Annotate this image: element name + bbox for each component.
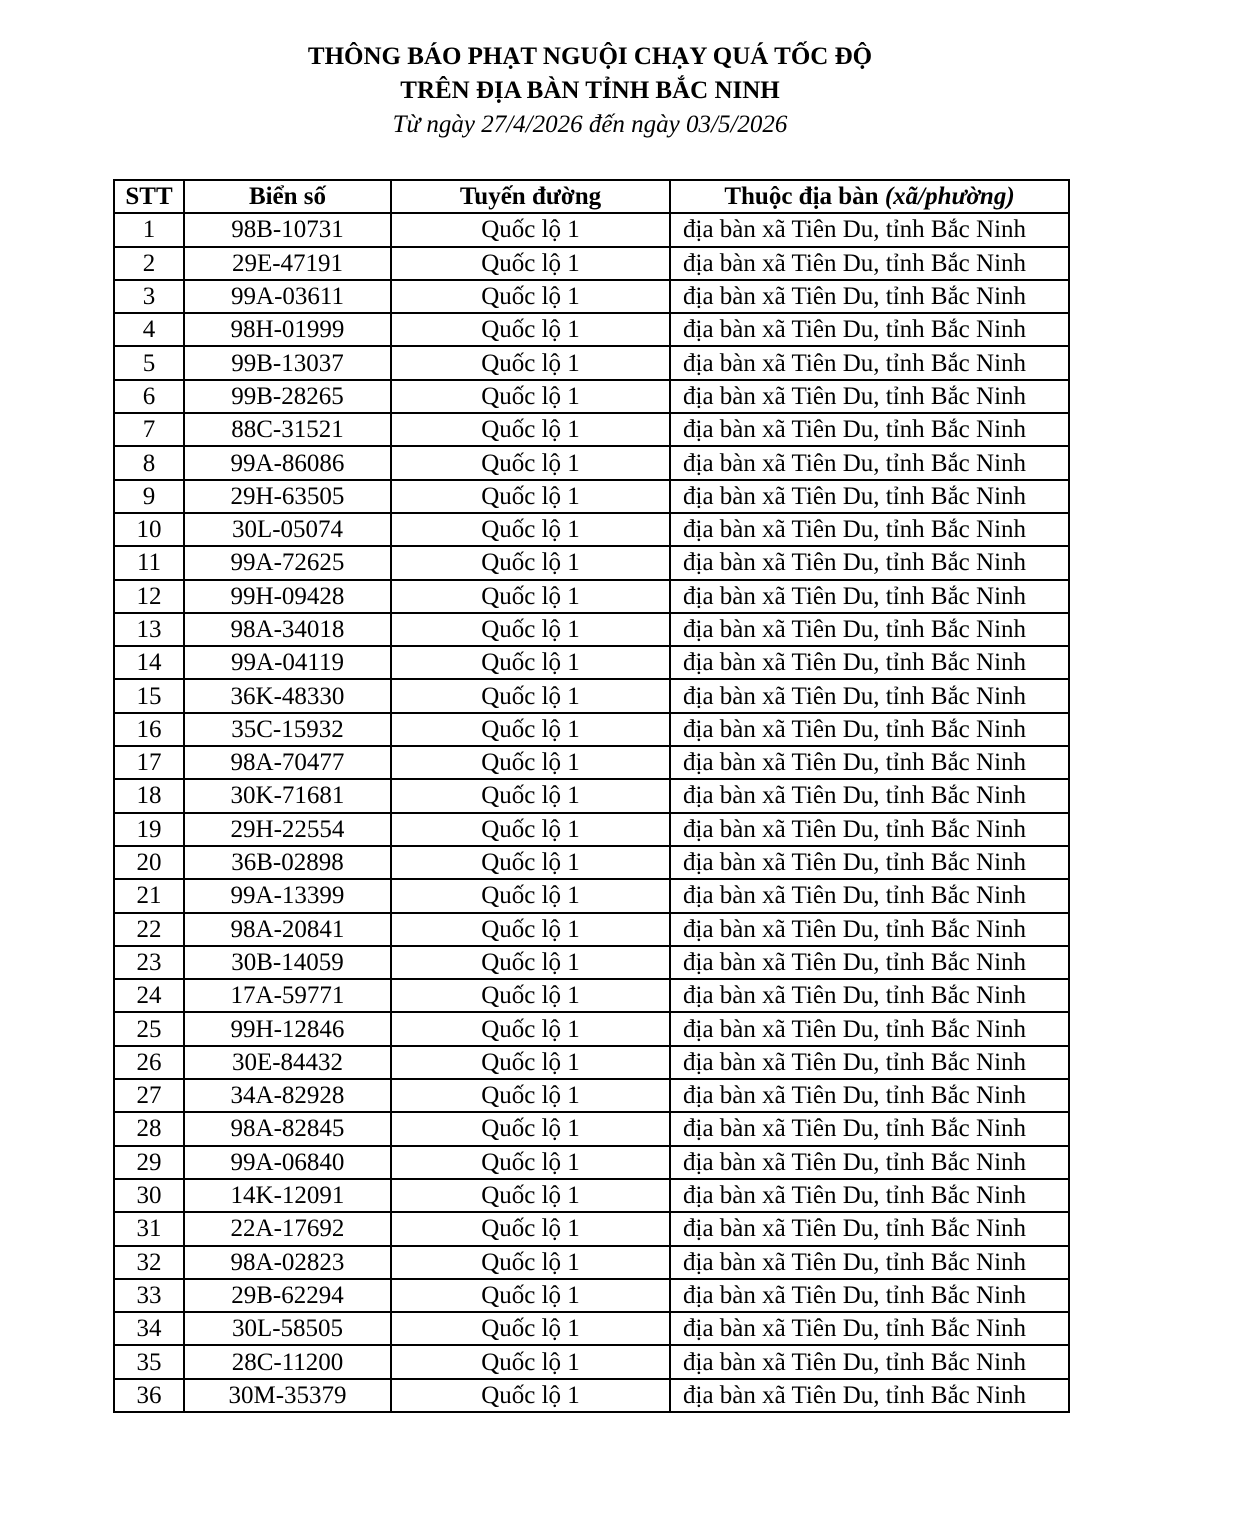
table-row (114, 679, 1069, 712)
cell-plate: 99A-06840 (184, 1146, 391, 1179)
cell-plate: 98A-20841 (184, 913, 391, 946)
document-header (0, 40, 1180, 142)
table-row (114, 1312, 1069, 1345)
cell-area: địa bàn xã Tiên Du, tỉnh Bắc Ninh (670, 1179, 1069, 1212)
cell-area: địa bàn xã Tiên Du, tỉnh Bắc Ninh (670, 1146, 1069, 1179)
table-row (114, 746, 1069, 779)
cell-area: địa bàn xã Tiên Du, tỉnh Bắc Ninh (670, 946, 1069, 979)
cell-road: Quốc lộ 1 (391, 1246, 670, 1279)
cell-stt: 18 (114, 779, 184, 812)
cell-stt: 9 (114, 480, 184, 513)
cell-plate: 36B-02898 (184, 846, 391, 879)
table-row (114, 1079, 1069, 1112)
cell-plate: 99B-28265 (184, 380, 391, 413)
cell-stt: 28 (114, 1112, 184, 1145)
cell-road: Quốc lộ 1 (391, 1146, 670, 1179)
cell-plate: 99B-13037 (184, 346, 391, 379)
cell-plate: 28C-11200 (184, 1345, 391, 1378)
cell-plate: 99A-13399 (184, 879, 391, 912)
table-row (114, 713, 1069, 746)
header-road: Tuyến đường (391, 180, 670, 213)
cell-road: Quốc lộ 1 (391, 413, 670, 446)
cell-road: Quốc lộ 1 (391, 446, 670, 479)
table-row (114, 1379, 1069, 1412)
cell-plate: 98A-82845 (184, 1112, 391, 1145)
cell-stt: 1 (114, 213, 184, 246)
cell-plate: 22A-17692 (184, 1212, 391, 1245)
cell-plate: 30L-05074 (184, 513, 391, 546)
cell-area: địa bàn xã Tiên Du, tỉnh Bắc Ninh (670, 846, 1069, 879)
cell-road: Quốc lộ 1 (391, 846, 670, 879)
cell-road: Quốc lộ 1 (391, 679, 670, 712)
table-row (114, 813, 1069, 846)
table-row (114, 346, 1069, 379)
table-row (114, 247, 1069, 280)
table-row (114, 413, 1069, 446)
cell-plate: 98A-70477 (184, 746, 391, 779)
cell-road: Quốc lộ 1 (391, 1212, 670, 1245)
cell-stt: 13 (114, 613, 184, 646)
cell-stt: 22 (114, 913, 184, 946)
table-row (114, 1212, 1069, 1245)
table-row (114, 313, 1069, 346)
cell-area: địa bàn xã Tiên Du, tỉnh Bắc Ninh (670, 613, 1069, 646)
cell-plate: 17A-59771 (184, 979, 391, 1012)
cell-stt: 24 (114, 979, 184, 1012)
cell-area: địa bàn xã Tiên Du, tỉnh Bắc Ninh (670, 813, 1069, 846)
cell-area: địa bàn xã Tiên Du, tỉnh Bắc Ninh (670, 346, 1069, 379)
cell-plate: 29B-62294 (184, 1279, 391, 1312)
cell-stt: 6 (114, 380, 184, 413)
cell-plate: 99A-72625 (184, 546, 391, 579)
cell-plate: 99A-04119 (184, 646, 391, 679)
cell-area: địa bàn xã Tiên Du, tỉnh Bắc Ninh (670, 913, 1069, 946)
cell-stt: 17 (114, 746, 184, 779)
cell-stt: 23 (114, 946, 184, 979)
table-row (114, 613, 1069, 646)
cell-area: địa bàn xã Tiên Du, tỉnh Bắc Ninh (670, 779, 1069, 812)
cell-plate: 88C-31521 (184, 413, 391, 446)
header-plate: Biển số (184, 180, 391, 213)
cell-road: Quốc lộ 1 (391, 313, 670, 346)
cell-stt: 35 (114, 1345, 184, 1378)
table-body (114, 213, 1069, 1412)
header-area (670, 180, 1069, 213)
cell-stt: 29 (114, 1146, 184, 1179)
cell-area: địa bàn xã Tiên Du, tỉnh Bắc Ninh (670, 380, 1069, 413)
cell-area: địa bàn xã Tiên Du, tỉnh Bắc Ninh (670, 879, 1069, 912)
cell-stt: 11 (114, 546, 184, 579)
cell-plate: 30M-35379 (184, 1379, 391, 1412)
cell-plate: 98A-02823 (184, 1246, 391, 1279)
table-row (114, 646, 1069, 679)
cell-area: địa bàn xã Tiên Du, tỉnh Bắc Ninh (670, 1112, 1069, 1145)
cell-area: địa bàn xã Tiên Du, tỉnh Bắc Ninh (670, 979, 1069, 1012)
cell-plate: 98H-01999 (184, 313, 391, 346)
cell-road: Quốc lộ 1 (391, 280, 670, 313)
title-line-2: TRÊN ĐỊA BÀN TỈNH BẮC NINH (400, 77, 780, 104)
cell-road: Quốc lộ 1 (391, 580, 670, 613)
table-row (114, 380, 1069, 413)
cell-plate: 98A-34018 (184, 613, 391, 646)
cell-road: Quốc lộ 1 (391, 346, 670, 379)
cell-stt: 12 (114, 580, 184, 613)
cell-plate: 36K-48330 (184, 679, 391, 712)
cell-area: địa bàn xã Tiên Du, tỉnh Bắc Ninh (670, 1279, 1069, 1312)
cell-area: địa bàn xã Tiên Du, tỉnh Bắc Ninh (670, 247, 1069, 280)
cell-road: Quốc lộ 1 (391, 1112, 670, 1145)
table-row (114, 1112, 1069, 1145)
header-area-label: Thuộc địa bàn (724, 183, 885, 211)
cell-area: địa bàn xã Tiên Du, tỉnh Bắc Ninh (670, 413, 1069, 446)
cell-area: địa bàn xã Tiên Du, tỉnh Bắc Ninh (670, 1012, 1069, 1045)
table-row (114, 280, 1069, 313)
table-row (114, 580, 1069, 613)
cell-road: Quốc lộ 1 (391, 613, 670, 646)
cell-stt: 36 (114, 1379, 184, 1412)
cell-stt: 4 (114, 313, 184, 346)
table-row (114, 213, 1069, 246)
header-area-italic: (xã/phường) (884, 183, 1015, 211)
cell-area: địa bàn xã Tiên Du, tỉnh Bắc Ninh (670, 713, 1069, 746)
cell-stt: 16 (114, 713, 184, 746)
table-row (114, 1012, 1069, 1045)
cell-plate: 34A-82928 (184, 1079, 391, 1112)
cell-plate: 98B-10731 (184, 213, 391, 246)
cell-road: Quốc lộ 1 (391, 480, 670, 513)
table-row (114, 1179, 1069, 1212)
cell-road: Quốc lộ 1 (391, 1179, 670, 1212)
cell-area: địa bàn xã Tiên Du, tỉnh Bắc Ninh (670, 1345, 1069, 1378)
cell-road: Quốc lộ 1 (391, 746, 670, 779)
cell-area: địa bàn xã Tiên Du, tỉnh Bắc Ninh (670, 1312, 1069, 1345)
cell-plate: 30B-14059 (184, 946, 391, 979)
cell-road: Quốc lộ 1 (391, 713, 670, 746)
cell-area: địa bàn xã Tiên Du, tỉnh Bắc Ninh (670, 679, 1069, 712)
cell-stt: 19 (114, 813, 184, 846)
cell-road: Quốc lộ 1 (391, 247, 670, 280)
cell-area: địa bàn xã Tiên Du, tỉnh Bắc Ninh (670, 1212, 1069, 1245)
cell-area: địa bàn xã Tiên Du, tỉnh Bắc Ninh (670, 313, 1069, 346)
cell-plate: 30K-71681 (184, 779, 391, 812)
table-header-row (114, 180, 1069, 213)
table-row (114, 1146, 1069, 1179)
violations-table (113, 179, 1070, 1413)
cell-area: địa bàn xã Tiên Du, tỉnh Bắc Ninh (670, 480, 1069, 513)
cell-stt: 10 (114, 513, 184, 546)
cell-stt: 21 (114, 879, 184, 912)
table-row (114, 480, 1069, 513)
table-row (114, 513, 1069, 546)
table-row (114, 979, 1069, 1012)
table-row (114, 446, 1069, 479)
cell-area: địa bàn xã Tiên Du, tỉnh Bắc Ninh (670, 446, 1069, 479)
table-row (114, 1345, 1069, 1378)
cell-area: địa bàn xã Tiên Du, tỉnh Bắc Ninh (670, 580, 1069, 613)
table-row (114, 1046, 1069, 1079)
cell-road: Quốc lộ 1 (391, 1345, 670, 1378)
cell-road: Quốc lộ 1 (391, 1046, 670, 1079)
cell-area: địa bàn xã Tiên Du, tỉnh Bắc Ninh (670, 1079, 1069, 1112)
cell-area: địa bàn xã Tiên Du, tỉnh Bắc Ninh (670, 1246, 1069, 1279)
cell-stt: 2 (114, 247, 184, 280)
cell-road: Quốc lộ 1 (391, 546, 670, 579)
cell-plate: 14K-12091 (184, 1179, 391, 1212)
table-row (114, 846, 1069, 879)
cell-stt: 3 (114, 280, 184, 313)
cell-stt: 25 (114, 1012, 184, 1045)
cell-road: Quốc lộ 1 (391, 1079, 670, 1112)
cell-plate: 99H-12846 (184, 1012, 391, 1045)
cell-stt: 15 (114, 679, 184, 712)
table-row (114, 913, 1069, 946)
cell-plate: 35C-15932 (184, 713, 391, 746)
table-row (114, 879, 1069, 912)
cell-area: địa bàn xã Tiên Du, tỉnh Bắc Ninh (670, 546, 1069, 579)
cell-plate: 29E-47191 (184, 247, 391, 280)
cell-stt: 20 (114, 846, 184, 879)
cell-road: Quốc lộ 1 (391, 646, 670, 679)
cell-area: địa bàn xã Tiên Du, tỉnh Bắc Ninh (670, 746, 1069, 779)
cell-area: địa bàn xã Tiên Du, tỉnh Bắc Ninh (670, 1046, 1069, 1079)
cell-road: Quốc lộ 1 (391, 1279, 670, 1312)
title-line-1: THÔNG BÁO PHẠT NGUỘI CHẠY QUÁ TỐC ĐỘ (307, 43, 873, 70)
cell-road: Quốc lộ 1 (391, 979, 670, 1012)
table-row (114, 1279, 1069, 1312)
cell-road: Quốc lộ 1 (391, 779, 670, 812)
table-row (114, 546, 1069, 579)
cell-stt: 31 (114, 1212, 184, 1245)
cell-road: Quốc lộ 1 (391, 946, 670, 979)
cell-road: Quốc lộ 1 (391, 1012, 670, 1045)
cell-plate: 99A-03611 (184, 280, 391, 313)
table-row (114, 946, 1069, 979)
cell-stt: 5 (114, 346, 184, 379)
cell-road: Quốc lộ 1 (391, 513, 670, 546)
cell-plate: 30L-58505 (184, 1312, 391, 1345)
cell-stt: 32 (114, 1246, 184, 1279)
cell-area: địa bàn xã Tiên Du, tỉnh Bắc Ninh (670, 280, 1069, 313)
cell-road: Quốc lộ 1 (391, 813, 670, 846)
cell-stt: 34 (114, 1312, 184, 1345)
cell-stt: 7 (114, 413, 184, 446)
cell-stt: 33 (114, 1279, 184, 1312)
cell-area: địa bàn xã Tiên Du, tỉnh Bắc Ninh (670, 513, 1069, 546)
cell-road: Quốc lộ 1 (391, 380, 670, 413)
cell-plate: 29H-63505 (184, 480, 391, 513)
cell-stt: 14 (114, 646, 184, 679)
cell-road: Quốc lộ 1 (391, 213, 670, 246)
cell-road: Quốc lộ 1 (391, 879, 670, 912)
table-row (114, 1246, 1069, 1279)
cell-road: Quốc lộ 1 (391, 1379, 670, 1412)
date-range: Từ ngày 27/4/2026 đến ngày 03/5/2026 (392, 111, 788, 138)
cell-plate: 99H-09428 (184, 580, 391, 613)
cell-area: địa bàn xã Tiên Du, tỉnh Bắc Ninh (670, 1379, 1069, 1412)
cell-stt: 8 (114, 446, 184, 479)
cell-area: địa bàn xã Tiên Du, tỉnh Bắc Ninh (670, 213, 1069, 246)
cell-road: Quốc lộ 1 (391, 913, 670, 946)
cell-plate: 99A-86086 (184, 446, 391, 479)
table-row (114, 779, 1069, 812)
cell-road: Quốc lộ 1 (391, 1312, 670, 1345)
cell-area: địa bàn xã Tiên Du, tỉnh Bắc Ninh (670, 646, 1069, 679)
cell-stt: 26 (114, 1046, 184, 1079)
cell-plate: 30E-84432 (184, 1046, 391, 1079)
header-stt: STT (114, 180, 184, 213)
cell-stt: 30 (114, 1179, 184, 1212)
cell-stt: 27 (114, 1079, 184, 1112)
cell-plate: 29H-22554 (184, 813, 391, 846)
